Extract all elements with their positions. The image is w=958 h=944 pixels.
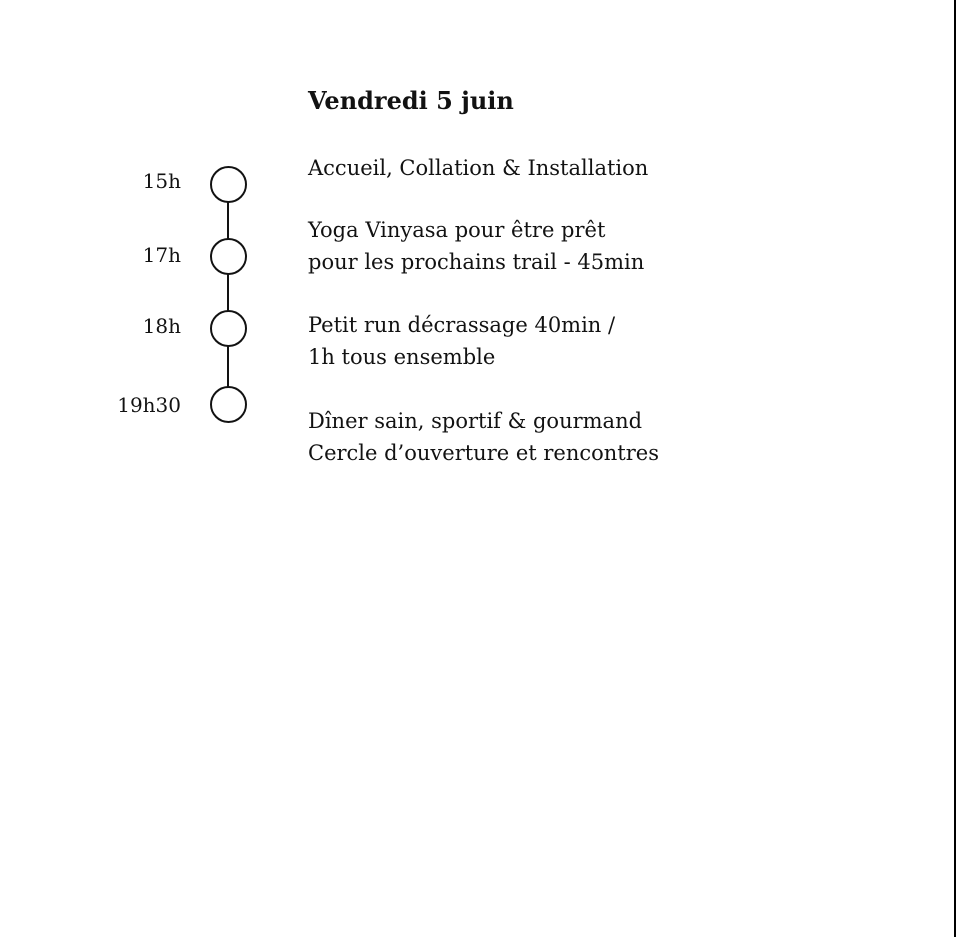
- event-time: 15h: [142, 169, 181, 193]
- event-description-line: pour les prochains trail - 45min: [308, 250, 645, 274]
- event-description: [308, 309, 615, 373]
- event-description-line: Dîner sain, sportif & gourmand: [308, 409, 643, 433]
- event-description-line: Petit run décrassage 40min /: [308, 313, 616, 337]
- event-time: 18h: [142, 314, 181, 338]
- timeline-circle-icon: [210, 166, 247, 203]
- event-time: 19h30: [117, 393, 181, 417]
- event-description-line: Cercle d’ouverture et rencontres: [308, 441, 659, 465]
- event-description-line: Accueil, Collation & Installation: [308, 156, 649, 180]
- event-description: [308, 152, 648, 184]
- timeline-circle-icon: [210, 386, 247, 423]
- event-description: [308, 405, 659, 469]
- page-right-border: [954, 0, 956, 937]
- page-title: Vendredi 5 juin: [308, 86, 514, 115]
- event-description-line: 1h tous ensemble: [308, 345, 496, 369]
- timeline-circle-icon: [210, 310, 247, 347]
- event-time: 17h: [142, 243, 181, 267]
- event-description: [308, 214, 644, 278]
- event-description-line: Yoga Vinyasa pour être prêt: [308, 218, 606, 242]
- timeline-connector-line: [227, 185, 229, 405]
- timeline-circle-icon: [210, 238, 247, 275]
